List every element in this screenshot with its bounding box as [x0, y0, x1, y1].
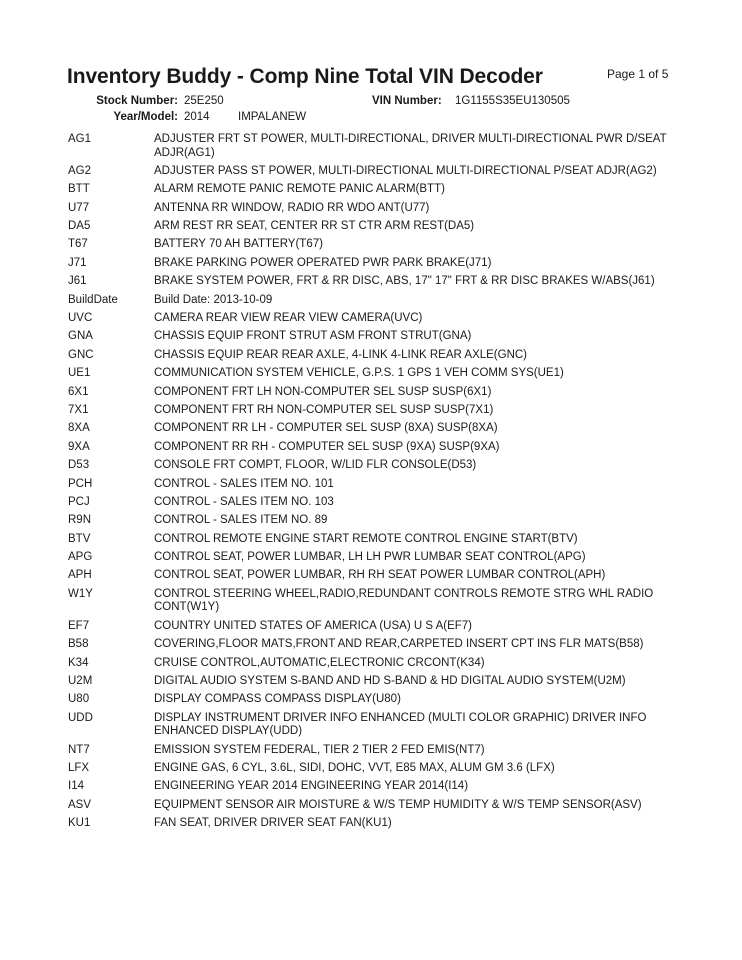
list-item: [68, 238, 688, 252]
page-title: Inventory Buddy - Comp Nine Total VIN Decoder: [67, 65, 543, 88]
list-item: [68, 620, 688, 634]
option-description: CONTROL STEERING WHEEL,RADIO,REDUNDANT CONTROLS REMOTE STRG WHL RADIO CONT(W1Y): [154, 587, 654, 614]
option-description: Build Date: 2013-10-09: [154, 293, 273, 306]
option-description: CRUISE CONTROL,AUTOMATIC,ELECTRONIC CRCONT(K34): [154, 656, 485, 669]
option-code: UE1: [68, 367, 91, 380]
option-code: R9N: [68, 514, 92, 527]
list-item: [68, 257, 688, 271]
option-description: COMMUNICATION SYSTEM VEHICLE, G.P.S. 1 GPS 1 VEH COMM SYS(UE1): [154, 367, 564, 380]
option-description: BATTERY 70 AH BATTERY(T67): [154, 238, 323, 251]
option-description: BRAKE PARKING POWER OPERATED PWR PARK BRAKE(J71): [154, 256, 492, 269]
option-description: COMPONENT FRT RH NON-COMPUTER SEL SUSP SUSP(7X1): [154, 403, 494, 416]
year-value: 2014: [184, 111, 210, 123]
list-item: [68, 569, 688, 583]
option-description: COMPONENT RR RH - COMPUTER SEL SUSP (9XA) SUSP(9XA): [154, 440, 500, 453]
option-description: ENGINEERING YEAR 2014 ENGINEERING YEAR 2014(I14): [154, 780, 469, 793]
list-item: [68, 514, 688, 528]
stock-number-label: Stock Number:: [96, 95, 178, 107]
list-item: [68, 133, 688, 160]
option-description: CONTROL - SALES ITEM NO. 89: [154, 514, 328, 527]
option-description: ARM REST RR SEAT, CENTER RR ST CTR ARM REST(DA5): [154, 220, 475, 233]
option-description: ADJUSTER FRT ST POWER, MULTI-DIRECTIONAL, DRIVER MULTI-DIRECTIONAL PWR D/SEAT ADJR(AG1): [154, 133, 667, 159]
list-item: [68, 312, 688, 326]
option-code: 8XA: [68, 422, 90, 435]
option-code: D53: [68, 459, 90, 472]
stock-number-value: 25E250: [184, 95, 224, 107]
option-code: NT7: [68, 743, 90, 756]
option-code: J71: [68, 256, 87, 269]
list-item: [68, 638, 688, 652]
option-description: CONTROL SEAT, POWER LUMBAR, LH LH PWR LUMBAR SEAT CONTROL(APG): [154, 551, 586, 564]
option-code: U2M: [68, 674, 93, 687]
option-code: K34: [68, 656, 89, 669]
option-code: KU1: [68, 817, 91, 830]
option-code: ASV: [68, 798, 92, 811]
option-description: BRAKE SYSTEM POWER, FRT & RR DISC, ABS, 17" 17" FRT & RR DISC BRAKES W/ABS(J61): [154, 275, 655, 288]
list-item: [68, 496, 688, 510]
option-description: ALARM REMOTE PANIC REMOTE PANIC ALARM(BTT): [154, 183, 445, 196]
option-description: DIGITAL AUDIO SYSTEM S-BAND AND HD S-BAND & HD DIGITAL AUDIO SYSTEM(U2M): [154, 674, 626, 687]
list-item: [68, 404, 688, 418]
list-item: [68, 533, 688, 547]
list-item: [68, 441, 688, 455]
option-description: COMPONENT RR LH - COMPUTER SEL SUSP (8XA) SUSP(8XA): [154, 422, 498, 435]
option-description: EQUIPMENT SENSOR AIR MOISTURE & W/S TEMP HUMIDITY & W/S TEMP SENSOR(ASV): [154, 798, 642, 811]
option-code: UVC: [68, 312, 93, 325]
option-code: BTV: [68, 532, 91, 545]
option-code: J61: [68, 275, 87, 288]
option-description: CONSOLE FRT COMPT, FLOOR, W/LID FLR CONSOLE(D53): [154, 459, 477, 472]
option-code: U77: [68, 201, 90, 214]
list-item: [68, 183, 688, 197]
list-item: [68, 349, 688, 363]
option-code: 6X1: [68, 385, 89, 398]
option-description: CONTROL - SALES ITEM NO. 101: [154, 477, 334, 490]
option-code: 9XA: [68, 440, 90, 453]
list-item: [68, 588, 688, 615]
option-code: B58: [68, 638, 89, 651]
option-description: CONTROL REMOTE ENGINE START REMOTE CONTROL ENGINE START(BTV): [154, 532, 578, 545]
list-item: [68, 459, 688, 473]
list-item: [68, 422, 688, 436]
option-code: T67: [68, 238, 88, 251]
option-description: CHASSIS EQUIP REAR REAR AXLE, 4-LINK 4-LINK REAR AXLE(GNC): [154, 348, 528, 361]
option-description: COVERING,FLOOR MATS,FRONT AND REAR,CARPETED INSERT CPT INS FLR MATS(B58): [154, 638, 644, 651]
year-model-label: Year/Model:: [113, 111, 178, 123]
option-description: ANTENNA RR WINDOW, RADIO RR WDO ANT(U77): [154, 201, 430, 214]
option-code: UDD: [68, 711, 93, 724]
option-code: AG1: [68, 133, 92, 145]
option-code: APG: [68, 551, 93, 564]
option-code: GNC: [68, 348, 94, 361]
option-code: AG2: [68, 164, 92, 177]
option-code: U80: [68, 693, 90, 706]
list-item: [68, 294, 688, 308]
list-item: [68, 762, 688, 776]
list-item: [68, 330, 688, 344]
option-code: PCH: [68, 477, 93, 490]
option-description: ADJUSTER PASS ST POWER, MULTI-DIRECTIONAL MULTI-DIRECTIONAL P/SEAT ADJR(AG2): [154, 164, 657, 177]
option-code: PCJ: [68, 495, 90, 508]
list-item: [68, 220, 688, 234]
list-item: [68, 675, 688, 689]
option-description: COMPONENT FRT LH NON-COMPUTER SEL SUSP SUSP(6X1): [154, 385, 492, 398]
option-description: FAN SEAT, DRIVER DRIVER SEAT FAN(KU1): [154, 817, 392, 830]
option-description: EMISSION SYSTEM FEDERAL, TIER 2 TIER 2 FED EMIS(NT7): [154, 743, 485, 756]
vin-number-value: 1G1155S35EU130505: [455, 95, 570, 107]
option-code: APH: [68, 569, 92, 582]
list-item: [68, 712, 688, 739]
list-item: [68, 275, 688, 289]
option-code: BTT: [68, 183, 90, 196]
list-item: [68, 780, 688, 794]
option-code: DA5: [68, 220, 91, 233]
list-item: [68, 817, 688, 831]
list-item: [68, 386, 688, 400]
option-code: BuildDate: [68, 293, 118, 306]
page-number: Page 1 of 5: [607, 67, 669, 81]
option-code: W1Y: [68, 587, 93, 600]
model-value: IMPALANEW: [238, 111, 307, 123]
list-item: [68, 744, 688, 758]
option-code: 7X1: [68, 403, 89, 416]
option-description: CHASSIS EQUIP FRONT STRUT ASM FRONT STRUT(GNA): [154, 330, 472, 343]
option-description: DISPLAY INSTRUMENT DRIVER INFO ENHANCED (MULTI COLOR GRAPHIC) DRIVER INFO ENHANCED DISPLAY(UDD): [154, 711, 647, 738]
option-description: ENGINE GAS, 6 CYL, 3.6L, SIDI, DOHC, VVT, E85 MAX, ALUM GM 3.6 (LFX): [154, 762, 555, 774]
option-description: CAMERA REAR VIEW REAR VIEW CAMERA(UVC): [154, 312, 423, 325]
vin-number-label: VIN Number:: [372, 95, 442, 107]
option-description: CONTROL SEAT, POWER LUMBAR, RH RH SEAT POWER LUMBAR CONTROL(APH): [154, 569, 606, 582]
list-item: [68, 478, 688, 492]
list-item: [68, 202, 688, 216]
list-item: [68, 551, 688, 565]
option-description: CONTROL - SALES ITEM NO. 103: [154, 495, 334, 508]
option-code: EF7: [68, 619, 90, 632]
list-item: [68, 693, 688, 707]
option-code: GNA: [68, 330, 93, 343]
list-item: [68, 799, 688, 813]
option-code: I14: [68, 780, 84, 793]
option-description: COUNTRY UNITED STATES OF AMERICA (USA) U S A(EF7): [154, 619, 472, 632]
option-code-list: [68, 133, 688, 836]
option-description: DISPLAY COMPASS COMPASS DISPLAY(U80): [154, 693, 401, 706]
option-code: LFX: [68, 762, 90, 774]
list-item: [68, 165, 688, 179]
list-item: [68, 657, 688, 671]
list-item: [68, 367, 688, 381]
